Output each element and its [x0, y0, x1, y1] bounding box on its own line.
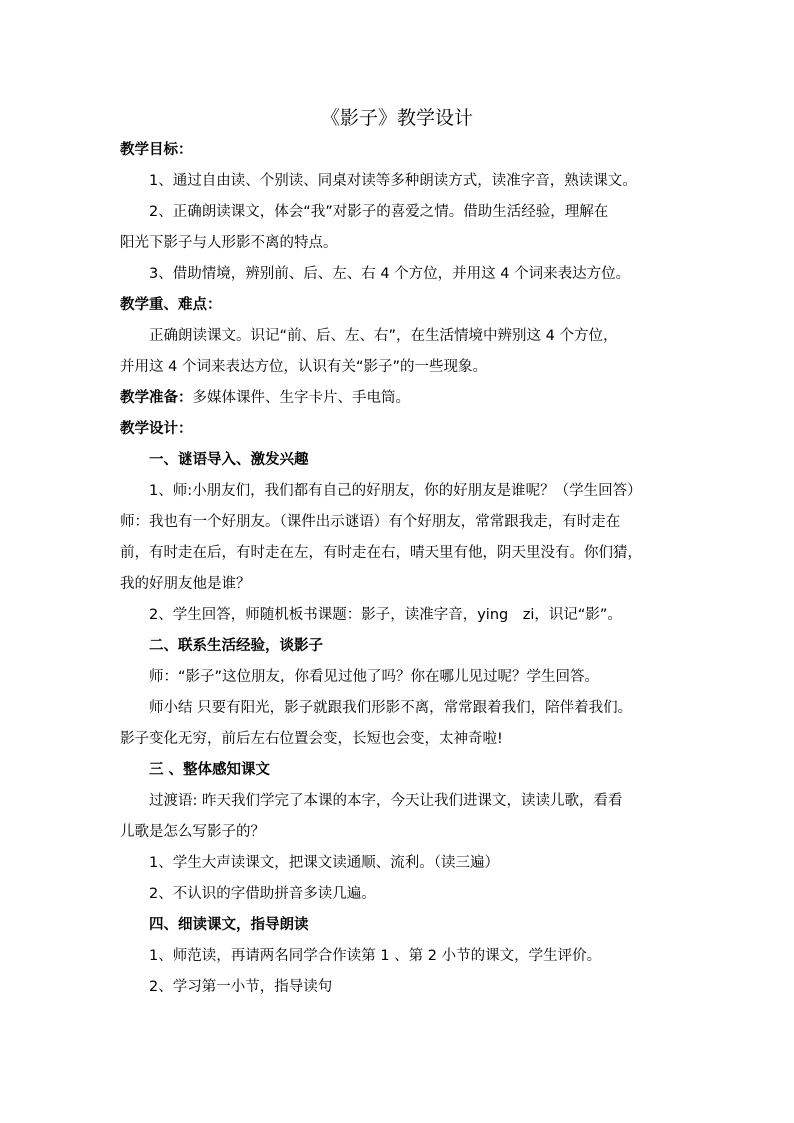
document-title: 《影子》教学设计 — [320, 107, 473, 129]
section-3-paragraph-1-line-1: 过渡语: 昨天我们学完了本课的本字，今天让我们进课文，读读儿歌，看看 — [149, 793, 623, 809]
preparation-line — [120, 388, 678, 408]
section-4-paragraph-1: 1、师范读，再请两名同学合作读第 1 、第 2 小节的课文，学生评价。 — [149, 948, 602, 964]
goal-2-line-1: 2、正确朗读课文，体会“我”对影子的喜爱之情。借助生活经验，理解在 — [149, 204, 609, 220]
section-1-paragraph-1-line-2: 师：我也有一个好朋友。（课件出示谜语）有个好朋友，常常跟我走，有时走在 — [120, 514, 621, 530]
goal-2-line-2: 阳光下影子与人形影不离的特点。 — [120, 235, 338, 251]
section-4-heading: 四、细读课文，指导朗读 — [149, 917, 309, 933]
goal-3: 3、借助情境，辨别前、后、左、右 4 个方位，并用这 4 个词来表达方位。 — [149, 266, 631, 282]
preparation-text: 多媒体课件、生字卡片、手电筒。 — [192, 390, 410, 406]
key-points-line-2: 并用这 4 个词来表达方位，认识有关“影子”的一些现象。 — [120, 359, 487, 375]
preparation-label: 教学准备： — [120, 390, 193, 406]
section-4-paragraph-2: 2、学习第一小节，指导读句 — [149, 979, 333, 995]
section-3-paragraph-2: 1、学生大声读课文，把课文读通顺、流利。（读三遍） — [149, 855, 499, 871]
section-2-paragraph-1: 师：“影子”这位朋友，你看见过他了吗？你在哪儿见过呢？学生回答。 — [149, 669, 600, 685]
goal-1: 1、通过自由读、个别读、同桌对读等多种朗读方式，读准字音，熟读课文。 — [149, 173, 637, 189]
key-points-line-1: 正确朗读课文。识记“前、后、左、右”，在生活情境中辨别这 4 个方位， — [149, 328, 618, 344]
section-1-paragraph-1-line-3: 前，有时走在后，有时走在左，有时走在右，晴天里有他，阴天里没有。你们猜， — [120, 545, 642, 561]
section-3-heading: 三 、整体感知课文 — [149, 762, 271, 778]
section-1-paragraph-1-line-1: 1、师:小朋友们，我们都有自己的好朋友，你的好朋友是谁呢？（学生回答） — [149, 483, 642, 499]
document-body — [120, 140, 678, 1008]
section-1-paragraph-1-line-4: 我的好朋友他是谁？ — [120, 576, 251, 592]
design-heading: 教学设计： — [120, 421, 193, 437]
section-1-paragraph-2: 2、学生回答，师随机板书课题：影子，读准字音，ying zi，识记“影”。 — [149, 607, 622, 623]
section-2-heading: 二、联系生活经验，谈影子 — [149, 638, 323, 654]
goals-heading: 教学目标： — [120, 142, 193, 158]
section-2-paragraph-2-line-2: 影子变化无穷，前后左右位置会变，长短也会变，太神奇啦! — [120, 731, 503, 747]
section-3-paragraph-3: 2、不认识的字借助拼音多读几遍。 — [149, 886, 376, 902]
section-3-paragraph-1-line-2: 儿歌是怎么写影子的？ — [120, 824, 265, 840]
key-points-heading: 教学重、难点： — [120, 297, 222, 313]
section-1-heading: 一、谜语导入、激发兴趣 — [149, 452, 309, 468]
section-2-paragraph-2-line-1: 师小结 只要有阳光，影子就跟我们形影不离，常常跟着我们，陪伴着我们。 — [149, 700, 633, 716]
